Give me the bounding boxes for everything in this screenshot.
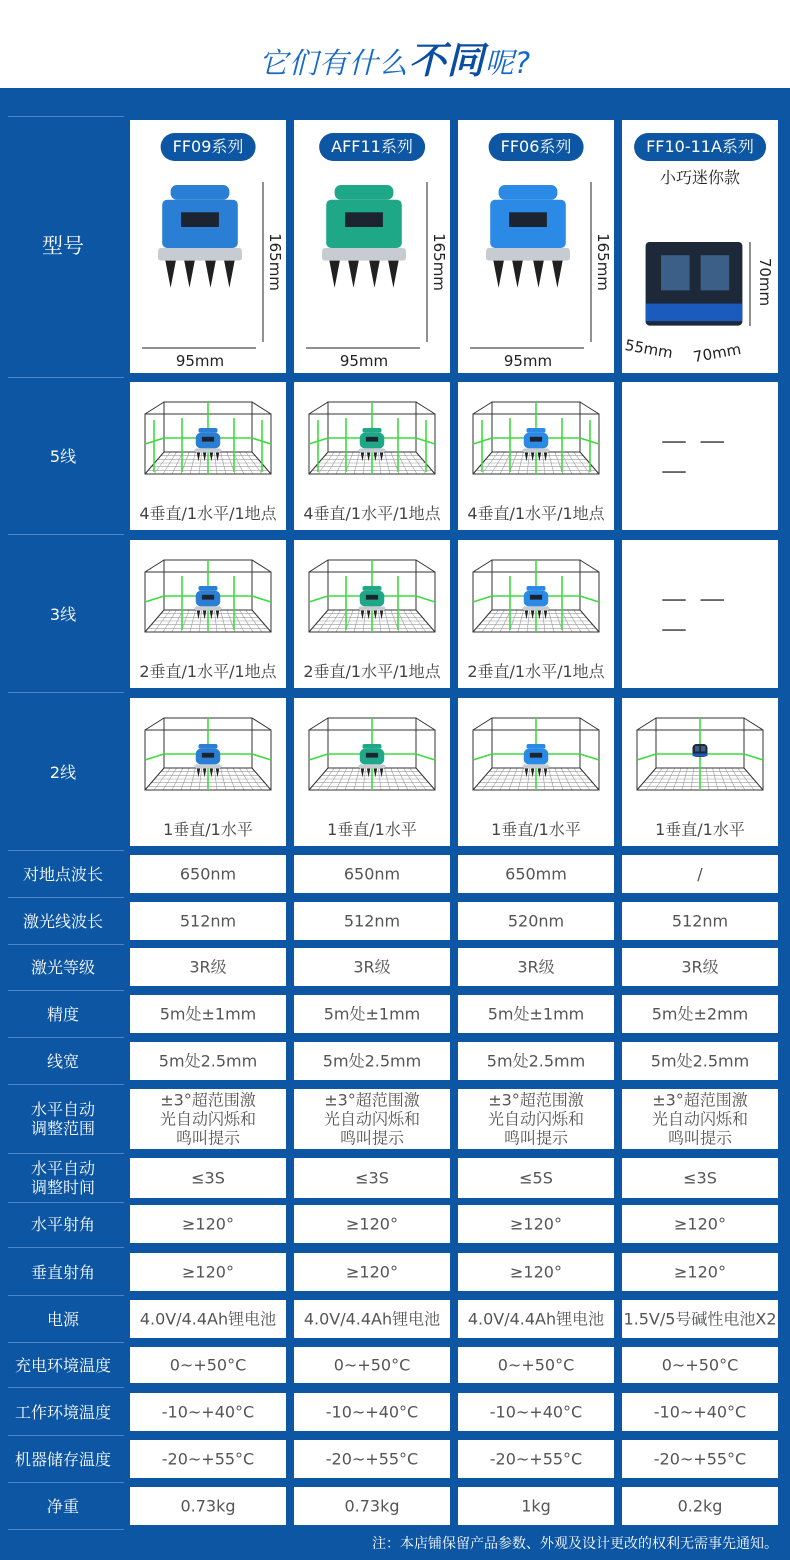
line-config-caption: 1垂直/1水平 xyxy=(327,820,417,839)
spec-cell xyxy=(458,1042,614,1080)
spec-cell xyxy=(458,1158,614,1198)
device-window xyxy=(202,753,214,758)
spec-cell xyxy=(294,948,450,986)
device-base xyxy=(322,248,406,261)
spec-value: ≥120° xyxy=(182,1262,234,1282)
spec-cell xyxy=(294,1205,450,1243)
device-leg xyxy=(388,261,399,288)
five-line-cell xyxy=(458,382,614,530)
spec-cell xyxy=(294,1393,450,1431)
spec-value: 512nm xyxy=(179,911,237,931)
spec-value: ≤3S xyxy=(191,1168,225,1188)
device-leg xyxy=(531,452,534,461)
device-leg xyxy=(525,610,528,619)
page-title: 它们有什么不同呢? xyxy=(258,39,532,82)
spec-cell xyxy=(294,855,450,893)
spec-cell xyxy=(458,1205,614,1243)
device-top xyxy=(362,744,381,749)
spec-value: -10~+40°C xyxy=(325,1402,419,1422)
spec-value: 650nm xyxy=(179,864,237,884)
depth-label: 55mm xyxy=(623,336,675,363)
device-leg xyxy=(544,768,547,777)
spec-value: -20~+55°C xyxy=(653,1449,747,1469)
device-leg xyxy=(205,261,216,288)
spec-cell xyxy=(622,902,778,940)
device-leg xyxy=(374,768,377,777)
row-label: 水平射角 xyxy=(30,1214,95,1234)
device-window xyxy=(530,595,542,600)
spec-cell xyxy=(294,902,450,940)
spec-value: ≥120° xyxy=(510,1214,562,1234)
spec-value: 650nm xyxy=(343,864,401,884)
device-leg xyxy=(538,610,541,619)
spec-value: ±3°超范围激 光自动闪烁和 鸣叫提示 xyxy=(323,1090,420,1148)
spec-cell xyxy=(130,1205,286,1243)
row-label: 工作环境温度 xyxy=(14,1402,111,1422)
width-label: 95mm xyxy=(503,352,553,370)
spec-cell xyxy=(130,995,286,1033)
spec-value: 512nm xyxy=(343,911,401,931)
device-window xyxy=(202,595,214,600)
row-separator xyxy=(8,1084,124,1085)
spec-cell xyxy=(458,1253,614,1291)
height-label: 70mm xyxy=(756,257,774,307)
device-base xyxy=(522,764,549,768)
row-separator xyxy=(8,116,124,117)
device-window xyxy=(181,212,219,227)
device-base xyxy=(194,448,221,452)
height-label: 165mm xyxy=(594,233,612,291)
device-leg xyxy=(544,610,547,619)
spec-cell xyxy=(130,1440,286,1478)
row-label: 线宽 xyxy=(46,1051,79,1071)
width-label: 70mm xyxy=(691,340,743,367)
three-line-cell xyxy=(458,540,614,688)
device-base xyxy=(358,448,385,452)
row-label: 型号 xyxy=(42,234,84,258)
product-cell xyxy=(622,120,778,373)
two-line-cell xyxy=(294,698,450,846)
row-separator xyxy=(8,1153,124,1154)
device-top xyxy=(362,586,381,591)
spec-value: ±3°超范围激 光自动闪烁和 鸣叫提示 xyxy=(651,1090,748,1148)
device-band xyxy=(693,754,708,757)
device-leg xyxy=(493,261,504,288)
spec-value: 0~+50°C xyxy=(169,1355,247,1375)
two-line-cell xyxy=(622,698,778,846)
device-leg xyxy=(525,768,528,777)
spec-cell xyxy=(458,1300,614,1338)
device-top xyxy=(198,428,217,433)
spec-value: ≥120° xyxy=(510,1262,562,1282)
device-window xyxy=(509,212,547,227)
spec-value: 0~+50°C xyxy=(661,1355,739,1375)
spec-value: ≤3S xyxy=(355,1168,389,1188)
product-image xyxy=(130,120,286,373)
spec-value: ≥120° xyxy=(182,1214,234,1234)
row-label: 水平自动 调整范围 xyxy=(30,1100,95,1138)
product-subtitle: 小巧迷你款 xyxy=(659,168,740,187)
device-leg xyxy=(216,768,219,777)
device-top xyxy=(362,428,381,433)
row-separator xyxy=(8,377,124,378)
row-label: 2线 xyxy=(49,762,77,782)
spec-value: -20~+55°C xyxy=(489,1449,583,1469)
spec-value: ≥120° xyxy=(674,1262,726,1282)
device-window xyxy=(701,746,705,751)
not-available-dash: — — — xyxy=(661,426,728,486)
device-leg xyxy=(210,768,213,777)
device-window xyxy=(366,753,378,758)
device-leg xyxy=(367,768,370,777)
spec-cell xyxy=(294,1300,450,1338)
spec-cell xyxy=(294,1089,450,1149)
five-line-cell xyxy=(294,382,450,530)
device-leg xyxy=(216,452,219,461)
device-top xyxy=(171,185,230,200)
row-separator xyxy=(8,1037,124,1038)
row-separator xyxy=(8,1342,124,1343)
row-label: 水平自动 调整时间 xyxy=(30,1159,95,1197)
spec-cell xyxy=(622,1089,778,1149)
device-leg xyxy=(210,452,213,461)
spec-value: ≤5S xyxy=(519,1168,553,1188)
device-leg xyxy=(329,261,340,288)
spec-value: ≤3S xyxy=(683,1168,717,1188)
spec-cell xyxy=(294,1158,450,1198)
spec-value: 4.0V/4.4Ah锂电池 xyxy=(467,1309,605,1329)
product-cell xyxy=(294,120,450,373)
spec-value: 3R级 xyxy=(681,957,719,977)
row-label: 充电环境温度 xyxy=(14,1355,111,1375)
device-window xyxy=(202,437,214,442)
row-separator xyxy=(8,1295,124,1296)
row-separator xyxy=(8,850,124,851)
spec-cell xyxy=(458,1487,614,1525)
width-label: 95mm xyxy=(339,352,389,370)
device-leg xyxy=(348,261,359,288)
row-separator xyxy=(8,1247,124,1248)
line-config-caption: 4垂直/1水平/1地点 xyxy=(303,504,441,523)
page-header xyxy=(0,0,790,88)
spec-value: ±3°超范围激 光自动闪烁和 鸣叫提示 xyxy=(487,1090,584,1148)
spec-value: -10~+40°C xyxy=(161,1402,255,1422)
spec-cell xyxy=(294,1440,450,1478)
product-cell xyxy=(130,120,286,373)
device-window xyxy=(701,255,730,290)
device-leg xyxy=(203,610,206,619)
spec-cell xyxy=(294,995,450,1033)
row-label: 净重 xyxy=(46,1496,79,1516)
device-leg xyxy=(369,261,380,288)
device-base xyxy=(194,606,221,610)
spec-cell xyxy=(458,855,614,893)
spec-cell xyxy=(622,1440,778,1478)
spec-value: 5m处2.5mm xyxy=(158,1051,258,1071)
spec-cell xyxy=(458,1089,614,1149)
spec-cell xyxy=(130,1253,286,1291)
spec-cell xyxy=(130,1042,286,1080)
device-leg xyxy=(165,261,176,288)
device-leg xyxy=(361,768,364,777)
spec-value: ±3°超范围激 光自动闪烁和 鸣叫提示 xyxy=(159,1090,256,1148)
spec-cell xyxy=(130,1300,286,1338)
spec-cell xyxy=(622,1393,778,1431)
device-leg xyxy=(197,610,200,619)
spec-cell xyxy=(130,948,286,986)
product-name-pill: FF10-11A系列 xyxy=(634,133,766,161)
spec-cell xyxy=(458,995,614,1033)
device-leg xyxy=(552,261,563,288)
device-leg xyxy=(533,261,544,288)
spec-value: 5m处±2mm xyxy=(651,1004,749,1024)
row-separator xyxy=(8,897,124,898)
three-line-cell xyxy=(130,540,286,688)
device-leg xyxy=(538,768,541,777)
not-available-dash: — — — xyxy=(661,584,728,644)
device-window xyxy=(661,255,690,290)
device-leg xyxy=(210,610,213,619)
spec-value: 1kg xyxy=(521,1496,551,1516)
line-config-caption: 1垂直/1水平 xyxy=(655,820,745,839)
spec-cell xyxy=(622,1253,778,1291)
line-config-caption: 2垂直/1水平/1地点 xyxy=(467,662,605,681)
spec-cell xyxy=(458,1393,614,1431)
spec-cell xyxy=(622,1487,778,1525)
line-config-caption: 1垂直/1水平 xyxy=(491,820,581,839)
row-label: 机器储存温度 xyxy=(14,1449,111,1469)
row-separator xyxy=(8,1387,124,1388)
product-name-pill: FF09系列 xyxy=(161,133,256,161)
device-leg xyxy=(544,452,547,461)
device-leg xyxy=(367,610,370,619)
spec-value: 5m处±1mm xyxy=(323,1004,421,1024)
spec-cell xyxy=(622,1300,778,1338)
device-base xyxy=(358,606,385,610)
line-config-caption: 2垂直/1水平/1地点 xyxy=(139,662,277,681)
device-leg xyxy=(203,452,206,461)
device-top xyxy=(198,586,217,591)
spec-value: ≥120° xyxy=(346,1214,398,1234)
height-label: 165mm xyxy=(266,233,284,291)
device-window xyxy=(530,437,542,442)
device-window xyxy=(695,746,699,751)
device-top xyxy=(526,586,545,591)
device-top xyxy=(198,744,217,749)
product-image xyxy=(622,120,778,373)
line-config-caption: 1垂直/1水平 xyxy=(163,820,253,839)
device-leg xyxy=(380,452,383,461)
spec-value: 0~+50°C xyxy=(333,1355,411,1375)
row-label: 3线 xyxy=(49,604,77,624)
spec-value: 512nm xyxy=(671,911,729,931)
spec-cell xyxy=(622,1042,778,1080)
spec-cell xyxy=(622,1347,778,1383)
spec-value: 4.0V/4.4Ah锂电池 xyxy=(139,1309,277,1329)
device-base xyxy=(486,248,570,261)
row-separator xyxy=(8,1482,124,1483)
device-band xyxy=(646,304,743,322)
spec-value: 3R级 xyxy=(517,957,555,977)
row-label: 5线 xyxy=(49,446,77,466)
device-top xyxy=(335,185,394,200)
spec-value: -10~+40°C xyxy=(489,1402,583,1422)
row-separator xyxy=(8,692,124,693)
spec-cell xyxy=(458,1347,614,1383)
spec-value: -20~+55°C xyxy=(161,1449,255,1469)
product-name-pill: FF06系列 xyxy=(489,133,584,161)
device-leg xyxy=(525,452,528,461)
footnote: 注：本店铺保留产品参数、外观及设计更改的权利无需事先通知。 xyxy=(372,1536,778,1552)
device-leg xyxy=(361,610,364,619)
spec-cell xyxy=(458,1440,614,1478)
product-image xyxy=(458,120,614,373)
spec-cell xyxy=(130,1158,286,1198)
device-top xyxy=(499,185,558,200)
spec-cell xyxy=(294,1487,450,1525)
spec-cell xyxy=(458,902,614,940)
spec-value: 4.0V/4.4Ah锂电池 xyxy=(303,1309,441,1329)
spec-value: 520nm xyxy=(507,911,565,931)
spec-cell xyxy=(130,1487,286,1525)
row-label: 垂直射角 xyxy=(30,1262,95,1282)
spec-value: ≥120° xyxy=(674,1214,726,1234)
row-separator xyxy=(8,534,124,535)
device-thumbnail xyxy=(693,744,708,757)
line-config-caption: 4垂直/1水平/1地点 xyxy=(139,504,277,523)
device-leg xyxy=(538,452,541,461)
spec-value: 650mm xyxy=(505,864,567,884)
device-leg xyxy=(216,610,219,619)
device-base xyxy=(522,448,549,452)
spec-value: -10~+40°C xyxy=(653,1402,747,1422)
device-window xyxy=(345,212,383,227)
device-top xyxy=(526,744,545,749)
spec-cell xyxy=(622,995,778,1033)
device-leg xyxy=(380,610,383,619)
row-label: 激光等级 xyxy=(30,957,95,977)
spec-value: 3R级 xyxy=(189,957,227,977)
spec-cell xyxy=(130,855,286,893)
product-image xyxy=(294,120,450,373)
spec-cell xyxy=(294,1042,450,1080)
spec-cell xyxy=(130,1393,286,1431)
device-leg xyxy=(531,610,534,619)
spec-cell xyxy=(622,1158,778,1198)
device-leg xyxy=(203,768,206,777)
device-leg xyxy=(531,768,534,777)
device-leg xyxy=(184,261,195,288)
spec-value: 0.73kg xyxy=(344,1496,400,1516)
device-top xyxy=(526,428,545,433)
row-separator xyxy=(8,1202,124,1203)
device-leg xyxy=(361,452,364,461)
spec-value: 3R级 xyxy=(353,957,391,977)
five-line-cell xyxy=(622,382,778,530)
spec-cell xyxy=(622,855,778,893)
spec-value: 0.2kg xyxy=(677,1496,723,1516)
spec-value: 0.73kg xyxy=(180,1496,236,1516)
three-line-cell xyxy=(622,540,778,688)
spec-value: -20~+55°C xyxy=(325,1449,419,1469)
height-label: 165mm xyxy=(430,233,448,291)
spec-cell xyxy=(294,1253,450,1291)
spec-value: 1.5V/5号碱性电池X2 xyxy=(623,1309,777,1329)
spec-value: ≥120° xyxy=(346,1262,398,1282)
spec-cell xyxy=(130,902,286,940)
spec-value: 5m处2.5mm xyxy=(650,1051,750,1071)
two-line-cell xyxy=(458,698,614,846)
spec-value: 0~+50°C xyxy=(497,1355,575,1375)
spec-cell xyxy=(294,1347,450,1383)
device-leg xyxy=(374,452,377,461)
spec-value: / xyxy=(697,864,703,884)
row-separator xyxy=(8,1529,124,1530)
row-label: 精度 xyxy=(46,1004,79,1024)
row-separator xyxy=(8,1435,124,1436)
two-line-cell xyxy=(130,698,286,846)
device-window xyxy=(366,437,378,442)
device-leg xyxy=(380,768,383,777)
device-window xyxy=(530,753,542,758)
row-separator xyxy=(8,990,124,991)
device-leg xyxy=(224,261,235,288)
spec-cell xyxy=(458,948,614,986)
row-separator xyxy=(8,944,124,945)
line-config-caption: 2垂直/1水平/1地点 xyxy=(303,662,441,681)
device-leg xyxy=(512,261,523,288)
device-leg xyxy=(374,610,377,619)
spec-cell xyxy=(130,1347,286,1383)
device-base xyxy=(358,764,385,768)
spec-value: 5m处2.5mm xyxy=(486,1051,586,1071)
device-window xyxy=(366,595,378,600)
spec-cell xyxy=(622,948,778,986)
row-label: 电源 xyxy=(46,1309,79,1329)
device-base xyxy=(194,764,221,768)
spec-cell xyxy=(130,1089,286,1149)
spec-cell xyxy=(622,1205,778,1243)
row-label: 激光线波长 xyxy=(22,911,103,931)
line-config-caption: 4垂直/1水平/1地点 xyxy=(467,504,605,523)
device-leg xyxy=(197,452,200,461)
product-name-pill: AFF11系列 xyxy=(319,133,425,161)
row-label: 对地点波长 xyxy=(22,864,103,884)
three-line-cell xyxy=(294,540,450,688)
device-leg xyxy=(367,452,370,461)
width-label: 95mm xyxy=(175,352,225,370)
spec-value: 5m处±1mm xyxy=(487,1004,585,1024)
product-cell xyxy=(458,120,614,373)
spec-value: 5m处2.5mm xyxy=(322,1051,422,1071)
device-base xyxy=(522,606,549,610)
device-base xyxy=(158,248,242,261)
five-line-cell xyxy=(130,382,286,530)
spec-value: 5m处±1mm xyxy=(159,1004,257,1024)
device-leg xyxy=(197,768,200,777)
